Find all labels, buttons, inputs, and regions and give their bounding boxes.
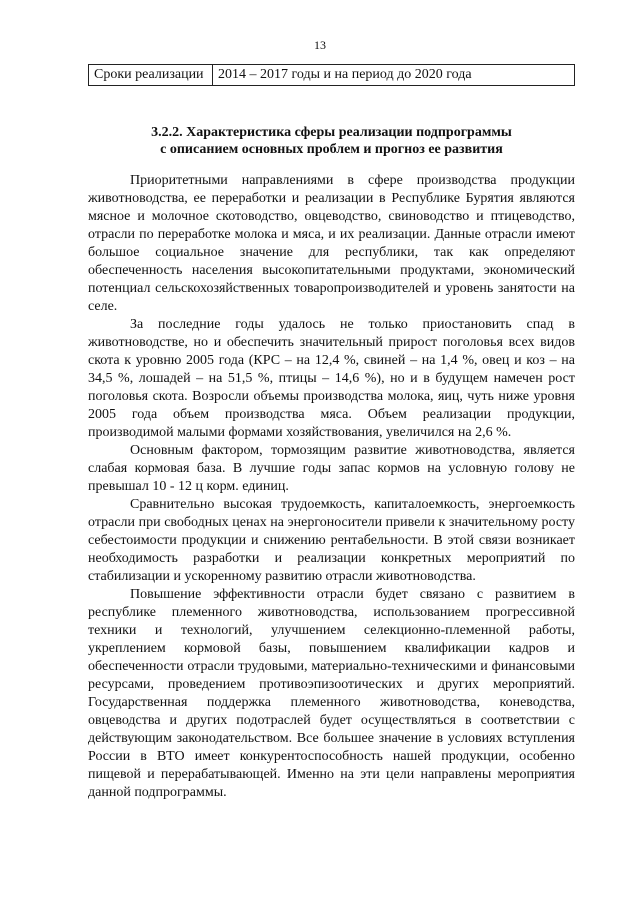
table-value-cell: 2014 – 2017 годы и на период до 2020 года [213,65,575,86]
heading-line-2: с описанием основных проблем и прогноз ее развития [160,142,503,157]
paragraph-1: Приоритетными направлениями в сфере производства продукции животноводства, ее переработки и реализации в Республике Бурятия являются мясное и молочное скотоводство, овцеводство, свиноводство и птицеводство, отрасли по переработке молока и мяса, и их реализации. Данные отрасли имеют большое социальное значение для республики, так как определяют обеспеченность населения высокопитательными продуктами, экономический потенциал сельскохозяйственных товаропроизводителей и уровень занятости на селе. [88,173,575,314]
implementation-period-table [88,64,575,86]
paragraph-4: Сравнительно высокая трудоемкость, капиталоемкость, энергоемкость отрасли при свободных ценах на энергоносители привели к значительному росту себестоимости продукции и снижению рентабельности. В этой связи возникает необходимость разработки и реализации конкретных мероприятий по стабилизации и ускоренному развитию отрасли животноводства. [88,497,575,584]
table-label-cell: Сроки реализации [89,65,213,86]
section-heading [88,124,575,158]
body-text [88,172,575,802]
paragraph-2: За последние годы удалось не только приостановить спад в животноводстве, но и обеспечить значительный прирост поголовья всех видов скота к уровню 2005 года (КРС – на 12,4 %, свиней – на 1,4 %, овец и коз – на 34,5 %, лошадей – на 51,5 %, птицы – 14,6 %), но и в будущем намечен рост поголовья скота. Возросли объемы производства молока, яиц, чуть ниже уровня 2005 года объем производства мяса. Объем реализации продукции, производимой малыми формами хозяйствования, увеличился на 2,6 %. [88,317,575,440]
paragraph-5: Повышение эффективности отрасли будет связано с развитием в республике племенного животноводства, использованием прогрессивной техники и технологий, улучшением селекционно-племенной работы, укреплением кормовой базы, повышением квалификации кадров и обеспеченности отрасли трудовыми, материально-техническими и финансовыми ресурсами, проведением противоэпизоотических и других мероприятий. Государственная поддержка племенного животноводства, коневодства, овцеводства и других подотраслей будет осуществляться в соответствии с действующим законодательством. Все большее значение в условиях вступления России в ВТО имеет конкурентоспособность нашей продукции, особенно пищевой и перерабатывающей. Именно на эти цели направлены мероприятия данной подпрограммы. [88,587,575,800]
heading-line-1: 3.2.2. Характеристика сферы реализации подпрограммы [151,125,512,140]
paragraph-3: Основным фактором, тормозящим развитие животноводства, является слабая кормовая база. В лучшие годы запас кормов на условную голову не превышал 10 - 12 ц корм. единиц. [88,443,575,494]
table-row [89,65,575,86]
page-number: 13 [314,38,326,52]
